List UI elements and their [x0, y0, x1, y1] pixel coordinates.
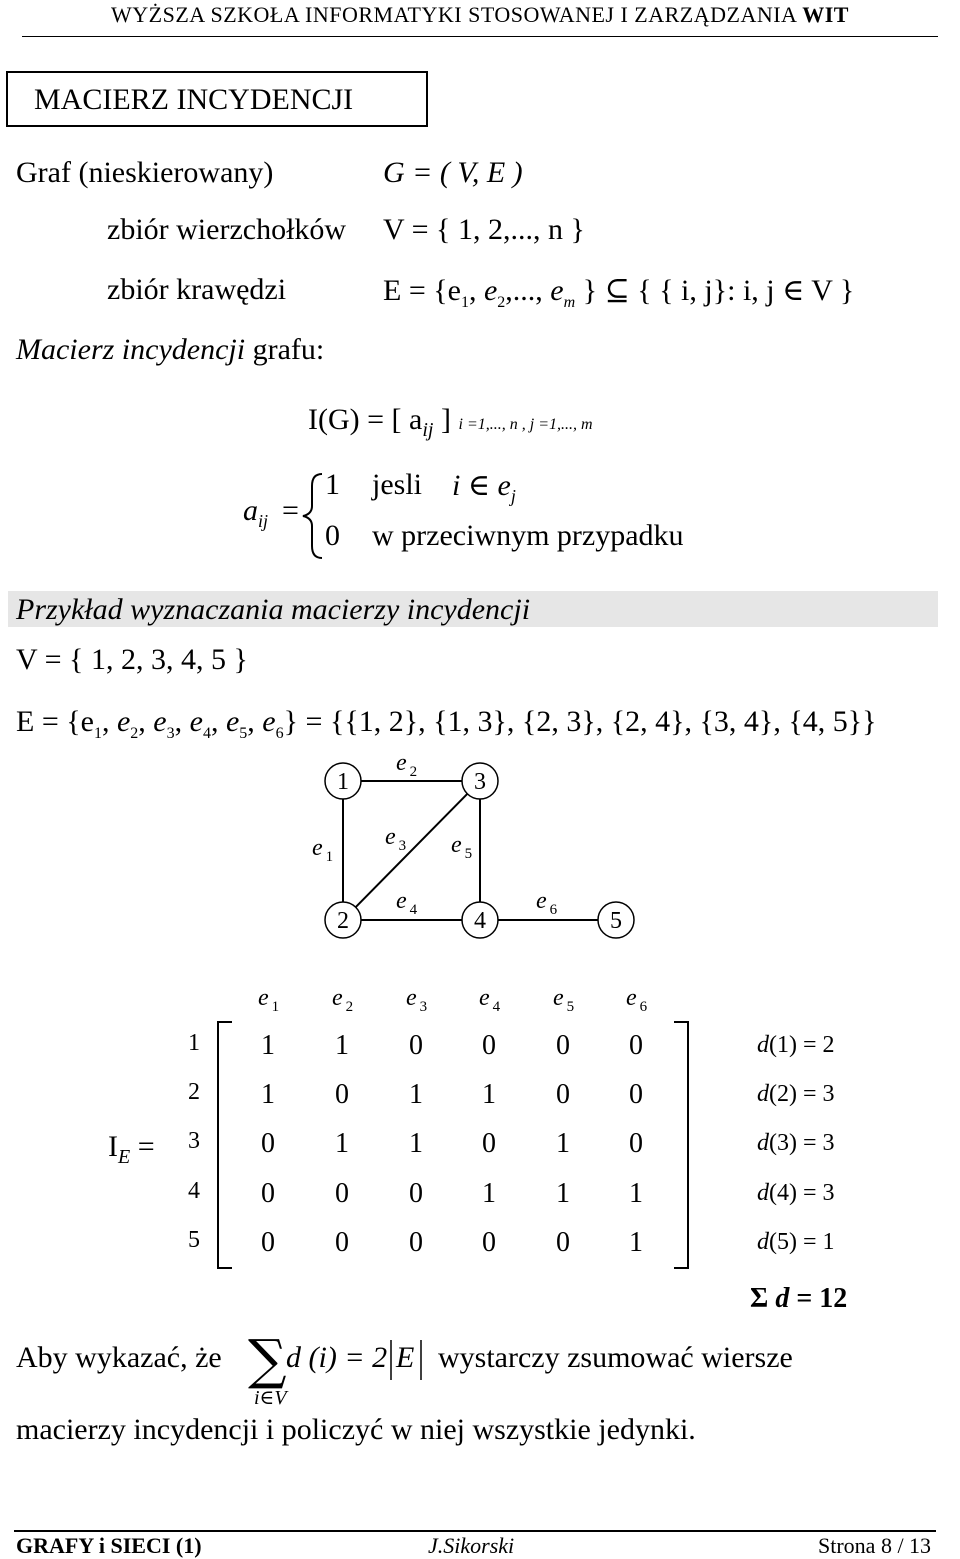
- summation-sign: ∑: [248, 1328, 287, 1391]
- graph-node-label-1: 1: [337, 769, 349, 795]
- matrix-cell: 0: [482, 1227, 496, 1258]
- sum-edge-set: E: [396, 1341, 415, 1374]
- edges-expr-end: V }: [811, 274, 855, 307]
- conclusion-line2: macierzy incydencji i policzyć w niej wszystkie jedynki.: [16, 1413, 696, 1446]
- degree-item-4: d(4) = 3: [757, 1180, 835, 1206]
- matrix-formula-index: ij: [422, 419, 434, 441]
- graph-edge-label-2: e $_2$: [396, 750, 418, 780]
- piecewise-brace: [303, 474, 322, 558]
- graph-node-label-5: 5: [610, 908, 622, 934]
- degree-item-1: d(1) = 2: [757, 1032, 835, 1058]
- conclusion-start: Aby wykazać, że: [16, 1341, 222, 1374]
- aij-equals: =: [282, 494, 299, 527]
- matrix-cell: 1: [482, 1178, 496, 1209]
- matrix-cell: 1: [261, 1030, 275, 1061]
- matrix-cell: 0: [335, 1178, 349, 1209]
- matrix-cell: 0: [629, 1030, 643, 1061]
- matrix-row-label-1: 1: [188, 1030, 200, 1056]
- conclusion-end: wystarczy zsumować wiersze: [438, 1341, 793, 1374]
- case-zero-value: 0: [325, 519, 340, 552]
- matrix-cell: 0: [261, 1128, 275, 1159]
- matrix-formula-main: I(G) = [ a: [308, 403, 423, 436]
- matrix-formula: I(G) = [ $a_{ij}$ ] i =1,..., n , j =1,..., m: [308, 403, 593, 441]
- matrix-right-bracket: [674, 1022, 688, 1268]
- edges-expr-start: E = {e: [383, 274, 461, 307]
- matrix-cell: 1: [556, 1178, 570, 1209]
- vertices-label: zbiór wierzchołków: [107, 213, 347, 246]
- matrix-cell: 0: [409, 1030, 423, 1061]
- matrix-cell: 1: [629, 1227, 643, 1258]
- matrix-cell: 1: [335, 1030, 349, 1061]
- matrix-cell: 0: [335, 1227, 349, 1258]
- matrix-formula-range: i =1,..., n , j =1,..., m: [458, 416, 593, 433]
- institution-abbrev: WIT: [802, 2, 849, 27]
- matrix-cell: 0: [409, 1178, 423, 1209]
- example-edges-left: E = {e: [16, 705, 94, 738]
- matrix-col-header-4: e $_4$: [479, 985, 501, 1015]
- footer-course: GRAFY i SIECI (1): [16, 1533, 202, 1558]
- matrix-cell: 1: [335, 1128, 349, 1159]
- edges-expr-set: { { i, j}: i, j: [637, 274, 775, 307]
- graph-edge-label-5: e $_5$: [451, 832, 473, 862]
- matrix-cell: 0: [556, 1079, 570, 1110]
- graph-edge-label-6: e $_6$: [536, 888, 558, 918]
- edges-expr: $E = \{e_1$, $e_2$,..., $e_m$ } ⊆ { { i, j}: i, j ∈ V }: [383, 274, 855, 311]
- example-heading: Przykład wyznaczania macierzy incydencji: [16, 593, 531, 626]
- edges-label: zbiór krawędzi: [107, 273, 287, 306]
- case-zero-text: w przeciwnym przypadku: [372, 519, 684, 552]
- case-one-condition: i ∈ $e_j$: [452, 469, 516, 506]
- matrix-cell: 0: [261, 1178, 275, 1209]
- matrix-col-header-2: e $_2$: [332, 985, 354, 1015]
- matrix-col-header-5: e $_5$: [553, 985, 575, 1015]
- degree-item-2: d(2) = 3: [757, 1081, 835, 1107]
- matrix-cell: 0: [261, 1227, 275, 1258]
- matrix-col-header-3: e $_3$: [406, 985, 428, 1015]
- sum-subscript: i∈V: [254, 1387, 287, 1409]
- footer-divider: [14, 1530, 936, 1532]
- matrix-cell: 1: [556, 1128, 570, 1159]
- sum-expression: d (i) = 2: [286, 1341, 388, 1374]
- matrix-def-italic: Macierz incydencji: [16, 333, 246, 366]
- degree-item-5: d(5) = 1: [757, 1229, 835, 1255]
- graph-node-label-2: 2: [337, 908, 349, 934]
- matrix-cell: 1: [482, 1079, 496, 1110]
- matrix-cell: 0: [629, 1079, 643, 1110]
- matrix-cell: 0: [556, 1227, 570, 1258]
- matrix-cell: 0: [556, 1030, 570, 1061]
- matrix-cell: 0: [335, 1079, 349, 1110]
- matrix-cell: 0: [629, 1128, 643, 1159]
- degree-sum: Σ d = 12: [750, 1283, 848, 1314]
- matrix-cell: 0: [482, 1030, 496, 1061]
- matrix-col-header-1: e $_1$: [258, 985, 280, 1015]
- footer-author: J.Sikorski: [428, 1533, 515, 1558]
- graph-expr: G = ( V, E ): [383, 156, 523, 189]
- matrix-row-label-2: 2: [188, 1079, 200, 1105]
- matrix-col-header-6: e $_6$: [626, 985, 648, 1015]
- case-one-text: jesli: [372, 468, 422, 501]
- matrix-cell: 0: [482, 1128, 496, 1159]
- matrix-cell: 1: [261, 1079, 275, 1110]
- page-title: MACIERZ INCYDENCJI: [6, 71, 428, 127]
- matrix-row-label-3: 3: [188, 1128, 200, 1154]
- graph-edge-label-1: e $_1$: [312, 835, 334, 865]
- graph-node-label-3: 3: [474, 769, 486, 795]
- matrix-left-bracket: [218, 1022, 232, 1268]
- matrix-cell: 1: [629, 1178, 643, 1209]
- graph-edge-label-4: e $_4$: [396, 888, 418, 918]
- matrix-def-rest: grafu:: [252, 333, 325, 366]
- matrix-cell: 0: [409, 1227, 423, 1258]
- example-vertices-text: V = { 1, 2, 3, 4, 5 }: [16, 643, 248, 676]
- graph-label: Graf (nieskierowany): [16, 156, 274, 189]
- case-one-value: 1: [325, 468, 340, 501]
- graph-edge-label-3: e $_3$: [385, 824, 407, 854]
- matrix-cell: 1: [409, 1079, 423, 1110]
- aij-symbol: $a_{ij}$: [243, 494, 269, 531]
- graph-node-label-4: 4: [474, 908, 486, 934]
- matrix-cell: 1: [409, 1128, 423, 1159]
- degree-item-3: d(3) = 3: [757, 1130, 835, 1156]
- footer-page: Strona 8 / 13: [818, 1533, 932, 1558]
- matrix-label: $I_E$ =: [108, 1130, 155, 1168]
- matrix-row-label-4: 4: [188, 1178, 200, 1204]
- example-edges-right: {{1, 2}, {1, 3}, {2, 3}, {2, 4}, {3, 4}, {4, 5}}: [329, 705, 877, 738]
- institution-name: WYŻSZA SZKOŁA INFORMATYKI STOSOWANEJ I ZARZĄDZANIA: [111, 2, 797, 27]
- matrix-row-label-5: 5: [188, 1227, 200, 1253]
- example-edges: $E = \{e_1$, $e_2$, $e_3$, $e_4$, $e_5$, $e_6\} = \{\{1$, 2}, {1, 3}, {2, 3}, {2, 4}, {3, 4}, {4, 5}}: [16, 705, 877, 742]
- vertices-expr: V = { 1, 2,..., n }: [383, 213, 585, 246]
